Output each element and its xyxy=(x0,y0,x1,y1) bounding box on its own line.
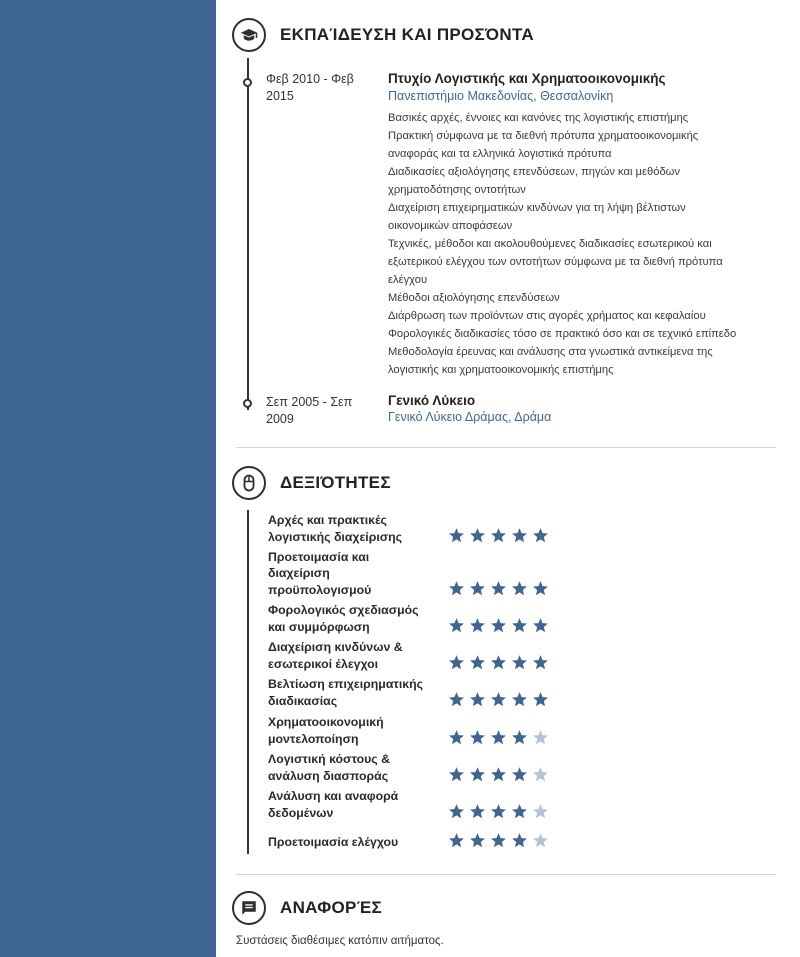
education-description-line: οικονομικών αποφάσεων xyxy=(388,220,513,232)
mouse-icon xyxy=(232,466,266,500)
skill-name: Βελτίωση επιχειρηματικής διαδικασίας xyxy=(268,677,424,708)
education-description-line: Διαχείριση επιχειρηματικών κινδύνων για τη λήψη βέλτιστων xyxy=(388,202,686,214)
sidebar xyxy=(0,0,216,957)
main-content xyxy=(216,0,800,957)
skill-name: Χρηματοοικονομική μοντελοποίηση xyxy=(268,715,384,746)
education-timeline xyxy=(247,58,249,410)
skill-name: Φορολογικός σχεδιασμός και συμμόρφωση xyxy=(268,603,419,634)
education-date: Φεβ 2010 - Φεβ 2015 xyxy=(266,72,354,103)
references-title: ΑΝΑΦΟΡΈΣ xyxy=(280,898,382,917)
education-description-line: λογιστικής και χρηματοοικονομικής επιστήμης xyxy=(388,364,614,376)
education-description-line: χρηματοδότησης οντοτήτων xyxy=(388,184,526,196)
skill-name: Ανάλυση και αναφορά δεδομένων xyxy=(268,789,399,820)
message-icon xyxy=(232,891,266,925)
skill-name: Λογιστική κόστους & ανάλυση διασποράς xyxy=(268,752,390,783)
education-degree: Πτυχίο Λογιστικής και Χρηματοοικονομικής xyxy=(388,71,666,86)
timeline-dot xyxy=(243,78,252,87)
education-school: Πανεπιστήμιο Μακεδονίας, Θεσσαλονίκη xyxy=(388,89,614,103)
skill-name: Διαχείριση κινδύνων & εσωτερικοί έλεγχοι xyxy=(268,640,403,671)
skill-name: Προετοιμασία και διαχείριση προϋπολογισμού xyxy=(268,549,372,597)
section-divider xyxy=(236,447,776,448)
star-filled-icon xyxy=(469,832,486,849)
references-section-header xyxy=(232,891,772,925)
skill-row xyxy=(268,485,568,545)
references-text: Συστάσεις διαθέσιμες κατόπιν αιτήματος. xyxy=(236,935,444,947)
education-section-header xyxy=(232,18,772,52)
timeline-dot xyxy=(243,399,252,408)
education-description-line: Διαδικασίες αξιολόγησης επενδύσεων, πηγών και μεθόδων xyxy=(388,166,680,178)
section-divider xyxy=(236,874,776,875)
skills-line xyxy=(247,510,249,854)
education-description-line: Τεχνικές, μέθοδοι και ακολουθούμενες διαδικασίες εσωτερικού και xyxy=(388,238,712,250)
star-empty-icon xyxy=(532,832,549,849)
education-description-line: Μεθοδολογία έρευνας και ανάλυσης στα γνωστικά αντικείμενα της xyxy=(388,346,713,358)
star-filled-icon xyxy=(511,832,528,849)
skill-rating xyxy=(448,832,553,850)
education-description xyxy=(388,109,778,379)
skill-name: Προετοιμασία ελέγχου xyxy=(268,834,399,849)
skill-row xyxy=(268,790,568,850)
skills-title: ΔΕΞΙΌΤΗΤΕΣ xyxy=(280,473,391,492)
education-date: Σεπ 2005 - Σεπ 2009 xyxy=(266,395,353,426)
graduation-cap-icon xyxy=(232,18,266,52)
education-description-line: Διάρθρωση των προϊόντων στις αγορές χρήματος και κεφαλαίου xyxy=(388,310,706,322)
education-description-line: Πρακτική σύμφωνα με τα διεθνή πρότυπα χρηματοοικονομικής xyxy=(388,130,699,142)
education-description-line: εξωτερικού ελέγχου των οντοτήτων σύμφωνα με τα διεθνή πρότυπα xyxy=(388,256,723,268)
education-description-line: Φορολογικές διαδικασίες τόσο σε πρακτικό όσο και σε τεχνικό επίπεδο xyxy=(388,328,737,340)
education-title: ΕΚΠΑΊΔΕΥΣΗ ΚΑΙ ΠΡΟΣΌΝΤΑ xyxy=(280,25,534,44)
education-description-line: Μέθοδοι αξιολόγησης επενδύσεων xyxy=(388,292,560,304)
education-school: Γενικό Λύκειο Δράμας, Δράμα xyxy=(388,410,552,424)
education-degree: Γενικό Λύκειο xyxy=(388,393,476,408)
education-description-line: ελέγχου xyxy=(388,274,428,286)
education-description-line: Βασικές αρχές, έννοιες και κανόνες της λογιστικής επιστήμης xyxy=(388,112,689,124)
education-description-line: αναφοράς και τα ελληνικά λογιστικά πρότυπα xyxy=(388,148,612,160)
skill-name: Αρχές και πρακτικές λογιστικής διαχείρισης xyxy=(268,513,403,544)
star-filled-icon xyxy=(448,832,465,849)
star-filled-icon xyxy=(490,832,507,849)
